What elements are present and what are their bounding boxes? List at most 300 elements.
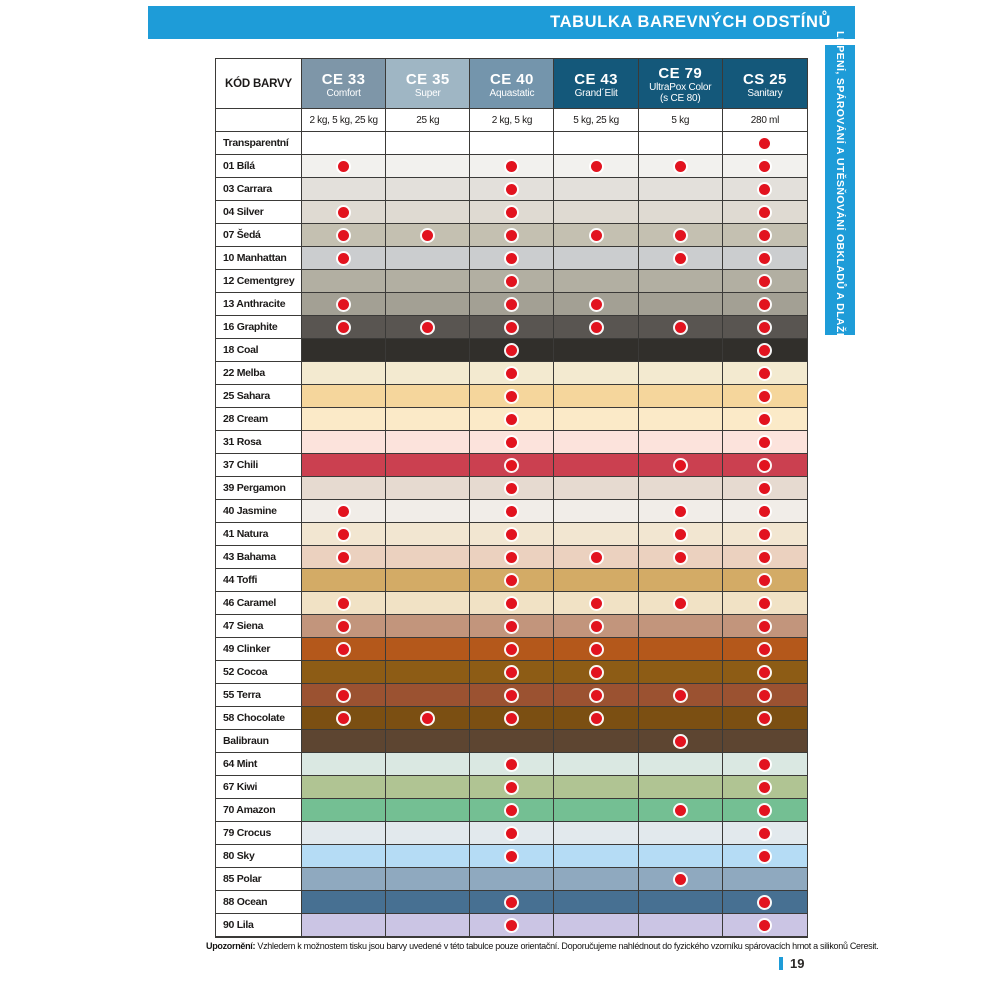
color-cell bbox=[554, 385, 638, 408]
availability-dot-icon bbox=[759, 782, 770, 793]
color-cell bbox=[723, 799, 807, 822]
color-cell bbox=[639, 155, 723, 178]
row-label: 04 Silver bbox=[216, 201, 302, 224]
availability-dot-icon bbox=[506, 414, 517, 425]
availability-dot-icon bbox=[422, 713, 433, 724]
row-label: 37 Chili bbox=[216, 454, 302, 477]
side-tab bbox=[825, 31, 855, 349]
row-label: 47 Siena bbox=[216, 615, 302, 638]
availability-dot-icon bbox=[759, 506, 770, 517]
color-cell bbox=[554, 477, 638, 500]
color-cell bbox=[723, 339, 807, 362]
availability-dot-icon bbox=[506, 690, 517, 701]
color-cell bbox=[302, 730, 386, 753]
availability-dot-icon bbox=[759, 253, 770, 264]
product-code: CE 43 bbox=[574, 70, 618, 88]
color-cell bbox=[639, 592, 723, 615]
row-label: Balibraun bbox=[216, 730, 302, 753]
color-cell bbox=[639, 546, 723, 569]
color-cell bbox=[470, 845, 554, 868]
availability-dot-icon bbox=[675, 460, 686, 471]
color-cell bbox=[302, 132, 386, 155]
color-cell bbox=[302, 592, 386, 615]
color-cell bbox=[302, 914, 386, 937]
availability-dot-icon bbox=[759, 828, 770, 839]
color-cell bbox=[554, 730, 638, 753]
column-header-ce79 bbox=[639, 59, 723, 109]
availability-dot-icon bbox=[675, 529, 686, 540]
color-cell bbox=[386, 339, 470, 362]
color-cell bbox=[723, 385, 807, 408]
row-label: 70 Amazon bbox=[216, 799, 302, 822]
color-cell bbox=[554, 776, 638, 799]
color-cell bbox=[302, 569, 386, 592]
availability-dot-icon bbox=[759, 851, 770, 862]
row-label: 90 Lila bbox=[216, 914, 302, 937]
color-cell bbox=[723, 868, 807, 891]
color-cell bbox=[554, 799, 638, 822]
product-name-suffix: (s CE 80) bbox=[660, 93, 701, 104]
color-cell bbox=[723, 845, 807, 868]
color-cell bbox=[302, 546, 386, 569]
availability-dot-icon bbox=[506, 253, 517, 264]
availability-dot-icon bbox=[506, 575, 517, 586]
availability-dot-icon bbox=[506, 460, 517, 471]
availability-dot-icon bbox=[675, 598, 686, 609]
color-cell bbox=[470, 592, 554, 615]
color-cell bbox=[302, 155, 386, 178]
color-cell bbox=[386, 362, 470, 385]
availability-dot-icon bbox=[506, 782, 517, 793]
color-cell bbox=[639, 891, 723, 914]
color-cell bbox=[723, 247, 807, 270]
color-cell bbox=[639, 201, 723, 224]
color-cell bbox=[554, 454, 638, 477]
availability-dot-icon bbox=[506, 851, 517, 862]
availability-dot-icon bbox=[591, 322, 602, 333]
color-cell bbox=[723, 592, 807, 615]
footnote-label: Upozornění: bbox=[206, 941, 256, 951]
availability-dot-icon bbox=[506, 644, 517, 655]
color-cell bbox=[639, 316, 723, 339]
availability-dot-icon bbox=[759, 897, 770, 908]
color-cell bbox=[639, 822, 723, 845]
color-cell bbox=[302, 661, 386, 684]
color-cell bbox=[723, 822, 807, 845]
availability-dot-icon bbox=[338, 598, 349, 609]
color-cell bbox=[554, 546, 638, 569]
availability-dot-icon bbox=[759, 230, 770, 241]
color-cell bbox=[386, 707, 470, 730]
color-cell bbox=[386, 408, 470, 431]
color-cell bbox=[386, 546, 470, 569]
availability-dot-icon bbox=[506, 184, 517, 195]
color-cell bbox=[639, 132, 723, 155]
color-cell bbox=[470, 868, 554, 891]
color-cell bbox=[554, 914, 638, 937]
color-cell bbox=[386, 776, 470, 799]
page-number-value: 19 bbox=[790, 956, 805, 971]
color-cell bbox=[470, 684, 554, 707]
color-cell bbox=[302, 638, 386, 661]
color-cell bbox=[302, 454, 386, 477]
color-cell bbox=[470, 201, 554, 224]
availability-dot-icon bbox=[506, 759, 517, 770]
package-size-cell: 5 kg, 25 kg bbox=[554, 109, 638, 132]
availability-dot-icon bbox=[338, 161, 349, 172]
row-label: 44 Toffi bbox=[216, 569, 302, 592]
availability-dot-icon bbox=[675, 230, 686, 241]
availability-dot-icon bbox=[675, 253, 686, 264]
color-cell bbox=[723, 638, 807, 661]
color-cell bbox=[386, 201, 470, 224]
availability-dot-icon bbox=[338, 529, 349, 540]
availability-dot-icon bbox=[759, 299, 770, 310]
availability-dot-icon bbox=[675, 805, 686, 816]
color-cell bbox=[302, 845, 386, 868]
package-size-cell: 280 ml bbox=[723, 109, 807, 132]
color-cell bbox=[554, 431, 638, 454]
color-cell bbox=[639, 454, 723, 477]
availability-dot-icon bbox=[338, 322, 349, 333]
color-cell bbox=[554, 753, 638, 776]
availability-dot-icon bbox=[759, 805, 770, 816]
availability-dot-icon bbox=[422, 322, 433, 333]
color-cell bbox=[554, 891, 638, 914]
color-cell bbox=[639, 638, 723, 661]
color-cell bbox=[386, 592, 470, 615]
color-cell bbox=[470, 293, 554, 316]
availability-dot-icon bbox=[675, 506, 686, 517]
row-label: 52 Cocoa bbox=[216, 661, 302, 684]
color-cell bbox=[386, 661, 470, 684]
availability-dot-icon bbox=[591, 644, 602, 655]
color-cell bbox=[723, 293, 807, 316]
color-cell bbox=[470, 431, 554, 454]
color-cell bbox=[386, 293, 470, 316]
color-cell bbox=[470, 891, 554, 914]
color-cell bbox=[386, 822, 470, 845]
availability-dot-icon bbox=[506, 506, 517, 517]
color-cell bbox=[723, 224, 807, 247]
color-cell bbox=[386, 155, 470, 178]
side-tab-label: LEPENÍ, SPÁROVÁNÍ A UTĚSŇOVÁNÍ OBKLADŮ A DLAŽBY bbox=[834, 31, 846, 349]
color-cell bbox=[386, 730, 470, 753]
row-label: 01 Bílá bbox=[216, 155, 302, 178]
column-header-ce40 bbox=[470, 59, 554, 109]
product-code: CE 79 bbox=[658, 65, 703, 82]
color-cell bbox=[386, 845, 470, 868]
color-cell bbox=[723, 730, 807, 753]
color-cell bbox=[386, 753, 470, 776]
color-cell bbox=[723, 155, 807, 178]
row-label: 28 Cream bbox=[216, 408, 302, 431]
color-cell bbox=[723, 178, 807, 201]
availability-dot-icon bbox=[338, 299, 349, 310]
availability-dot-icon bbox=[759, 575, 770, 586]
availability-dot-icon bbox=[591, 552, 602, 563]
availability-dot-icon bbox=[591, 621, 602, 632]
color-cell bbox=[302, 270, 386, 293]
color-cell bbox=[386, 454, 470, 477]
color-cell bbox=[470, 707, 554, 730]
color-cell bbox=[639, 914, 723, 937]
availability-dot-icon bbox=[506, 897, 517, 908]
color-cell bbox=[554, 615, 638, 638]
color-cell bbox=[639, 247, 723, 270]
row-label: 03 Carrara bbox=[216, 178, 302, 201]
color-cell bbox=[639, 500, 723, 523]
color-cell bbox=[470, 247, 554, 270]
color-cell bbox=[470, 316, 554, 339]
color-cell bbox=[302, 339, 386, 362]
availability-dot-icon bbox=[338, 253, 349, 264]
availability-dot-icon bbox=[759, 483, 770, 494]
package-size-cell: 25 kg bbox=[386, 109, 470, 132]
row-label: 16 Graphite bbox=[216, 316, 302, 339]
product-code: CE 35 bbox=[405, 70, 450, 88]
color-cell bbox=[639, 776, 723, 799]
page-number bbox=[779, 956, 804, 971]
package-size-cell: 2 kg, 5 kg, 25 kg bbox=[302, 109, 386, 132]
availability-dot-icon bbox=[759, 437, 770, 448]
color-cell bbox=[470, 523, 554, 546]
color-cell bbox=[302, 684, 386, 707]
availability-dot-icon bbox=[506, 920, 517, 931]
color-cell bbox=[554, 132, 638, 155]
color-cell bbox=[554, 638, 638, 661]
availability-dot-icon bbox=[506, 483, 517, 494]
color-cell bbox=[554, 270, 638, 293]
color-cell bbox=[302, 707, 386, 730]
color-cell bbox=[723, 408, 807, 431]
availability-dot-icon bbox=[338, 644, 349, 655]
page-number-bar-icon bbox=[779, 957, 783, 970]
color-cell bbox=[554, 592, 638, 615]
color-cell bbox=[723, 891, 807, 914]
product-name: Grand´Elit bbox=[574, 87, 618, 99]
availability-dot-icon bbox=[506, 322, 517, 333]
availability-dot-icon bbox=[506, 667, 517, 678]
color-cell bbox=[554, 155, 638, 178]
color-cell bbox=[386, 132, 470, 155]
color-cell bbox=[639, 178, 723, 201]
color-cell bbox=[386, 684, 470, 707]
row-label: 88 Ocean bbox=[216, 891, 302, 914]
availability-dot-icon bbox=[759, 621, 770, 632]
color-shade-table bbox=[215, 58, 808, 938]
color-cell bbox=[554, 822, 638, 845]
color-cell bbox=[470, 753, 554, 776]
color-cell bbox=[386, 316, 470, 339]
availability-dot-icon bbox=[338, 230, 349, 241]
row-label: 12 Cementgrey bbox=[216, 270, 302, 293]
availability-dot-icon bbox=[506, 598, 517, 609]
color-cell bbox=[554, 293, 638, 316]
color-cell bbox=[302, 362, 386, 385]
availability-dot-icon bbox=[759, 368, 770, 379]
color-cell bbox=[723, 477, 807, 500]
color-cell bbox=[302, 224, 386, 247]
color-cell bbox=[723, 431, 807, 454]
color-cell bbox=[386, 431, 470, 454]
color-cell bbox=[302, 316, 386, 339]
availability-dot-icon bbox=[759, 345, 770, 356]
color-cell bbox=[639, 661, 723, 684]
color-cell bbox=[386, 569, 470, 592]
color-cell bbox=[554, 408, 638, 431]
row-label: 43 Bahama bbox=[216, 546, 302, 569]
color-cell bbox=[386, 615, 470, 638]
color-cell bbox=[554, 178, 638, 201]
color-cell bbox=[639, 845, 723, 868]
color-cell bbox=[554, 339, 638, 362]
availability-dot-icon bbox=[675, 161, 686, 172]
color-cell bbox=[639, 270, 723, 293]
availability-dot-icon bbox=[759, 322, 770, 333]
availability-dot-icon bbox=[759, 644, 770, 655]
color-cell bbox=[639, 431, 723, 454]
package-size-cell: 5 kg bbox=[639, 109, 723, 132]
availability-dot-icon bbox=[506, 207, 517, 218]
availability-dot-icon bbox=[675, 690, 686, 701]
color-cell bbox=[639, 293, 723, 316]
color-cell bbox=[302, 891, 386, 914]
color-cell bbox=[386, 523, 470, 546]
availability-dot-icon bbox=[759, 667, 770, 678]
color-cell bbox=[554, 868, 638, 891]
color-cell bbox=[470, 569, 554, 592]
color-cell bbox=[554, 707, 638, 730]
row-label: 85 Polar bbox=[216, 868, 302, 891]
availability-dot-icon bbox=[338, 621, 349, 632]
availability-dot-icon bbox=[591, 299, 602, 310]
color-cell bbox=[470, 546, 554, 569]
column-header-ce43 bbox=[554, 59, 638, 109]
color-cell bbox=[302, 776, 386, 799]
color-cell bbox=[470, 730, 554, 753]
availability-dot-icon bbox=[506, 276, 517, 287]
availability-dot-icon bbox=[759, 920, 770, 931]
color-cell bbox=[554, 500, 638, 523]
availability-dot-icon bbox=[506, 805, 517, 816]
availability-dot-icon bbox=[591, 161, 602, 172]
color-cell bbox=[302, 500, 386, 523]
color-cell bbox=[554, 201, 638, 224]
color-cell bbox=[639, 707, 723, 730]
availability-dot-icon bbox=[506, 368, 517, 379]
color-cell bbox=[723, 776, 807, 799]
color-cell bbox=[470, 454, 554, 477]
availability-dot-icon bbox=[591, 690, 602, 701]
color-cell bbox=[554, 316, 638, 339]
color-cell bbox=[554, 247, 638, 270]
color-cell bbox=[639, 569, 723, 592]
color-cell bbox=[470, 477, 554, 500]
row-label: Transparentní bbox=[216, 132, 302, 155]
color-cell bbox=[302, 385, 386, 408]
footnote bbox=[206, 941, 879, 951]
row-label: 64 Mint bbox=[216, 753, 302, 776]
color-cell bbox=[470, 661, 554, 684]
availability-dot-icon bbox=[506, 828, 517, 839]
color-cell bbox=[386, 868, 470, 891]
color-cell bbox=[723, 270, 807, 293]
color-cell bbox=[386, 500, 470, 523]
color-cell bbox=[554, 845, 638, 868]
title-bar bbox=[148, 6, 855, 39]
color-cell bbox=[302, 615, 386, 638]
availability-dot-icon bbox=[506, 345, 517, 356]
row-label: 67 Kiwi bbox=[216, 776, 302, 799]
row-label: 58 Chocolate bbox=[216, 707, 302, 730]
color-cell bbox=[386, 891, 470, 914]
row-label: 18 Coal bbox=[216, 339, 302, 362]
row-label: 07 Šedá bbox=[216, 224, 302, 247]
color-cell bbox=[639, 408, 723, 431]
color-cell bbox=[639, 753, 723, 776]
color-cell bbox=[302, 431, 386, 454]
column-header-ce35 bbox=[386, 59, 470, 109]
color-cell bbox=[723, 546, 807, 569]
availability-dot-icon bbox=[759, 529, 770, 540]
product-code: CE 33 bbox=[321, 70, 366, 88]
availability-dot-icon bbox=[591, 713, 602, 724]
availability-dot-icon bbox=[759, 552, 770, 563]
color-cell bbox=[386, 178, 470, 201]
availability-dot-icon bbox=[759, 138, 770, 149]
color-cell bbox=[723, 500, 807, 523]
color-cell bbox=[639, 224, 723, 247]
availability-dot-icon bbox=[338, 713, 349, 724]
color-cell bbox=[302, 753, 386, 776]
availability-dot-icon bbox=[759, 391, 770, 402]
color-cell bbox=[470, 776, 554, 799]
availability-dot-icon bbox=[506, 437, 517, 448]
product-name: Super bbox=[414, 87, 441, 99]
availability-dot-icon bbox=[759, 460, 770, 471]
availability-dot-icon bbox=[759, 161, 770, 172]
availability-dot-icon bbox=[759, 414, 770, 425]
column-header-ce33 bbox=[302, 59, 386, 109]
color-cell bbox=[470, 408, 554, 431]
color-cell bbox=[639, 730, 723, 753]
color-cell bbox=[470, 615, 554, 638]
availability-dot-icon bbox=[506, 299, 517, 310]
row-label: 79 Crocus bbox=[216, 822, 302, 845]
color-cell bbox=[386, 270, 470, 293]
color-cell bbox=[302, 868, 386, 891]
color-cell bbox=[302, 523, 386, 546]
color-cell bbox=[639, 684, 723, 707]
color-cell bbox=[723, 132, 807, 155]
color-cell bbox=[386, 914, 470, 937]
availability-dot-icon bbox=[759, 276, 770, 287]
color-cell bbox=[302, 247, 386, 270]
color-cell bbox=[639, 477, 723, 500]
color-cell bbox=[470, 224, 554, 247]
color-cell bbox=[723, 201, 807, 224]
row-label: 39 Pergamon bbox=[216, 477, 302, 500]
column-header-cs25 bbox=[723, 59, 807, 109]
availability-dot-icon bbox=[422, 230, 433, 241]
row-label: 13 Anthracite bbox=[216, 293, 302, 316]
product-name: Comfort bbox=[326, 87, 361, 99]
color-cell bbox=[554, 661, 638, 684]
availability-dot-icon bbox=[338, 690, 349, 701]
row-label: 22 Melba bbox=[216, 362, 302, 385]
color-cell bbox=[723, 569, 807, 592]
